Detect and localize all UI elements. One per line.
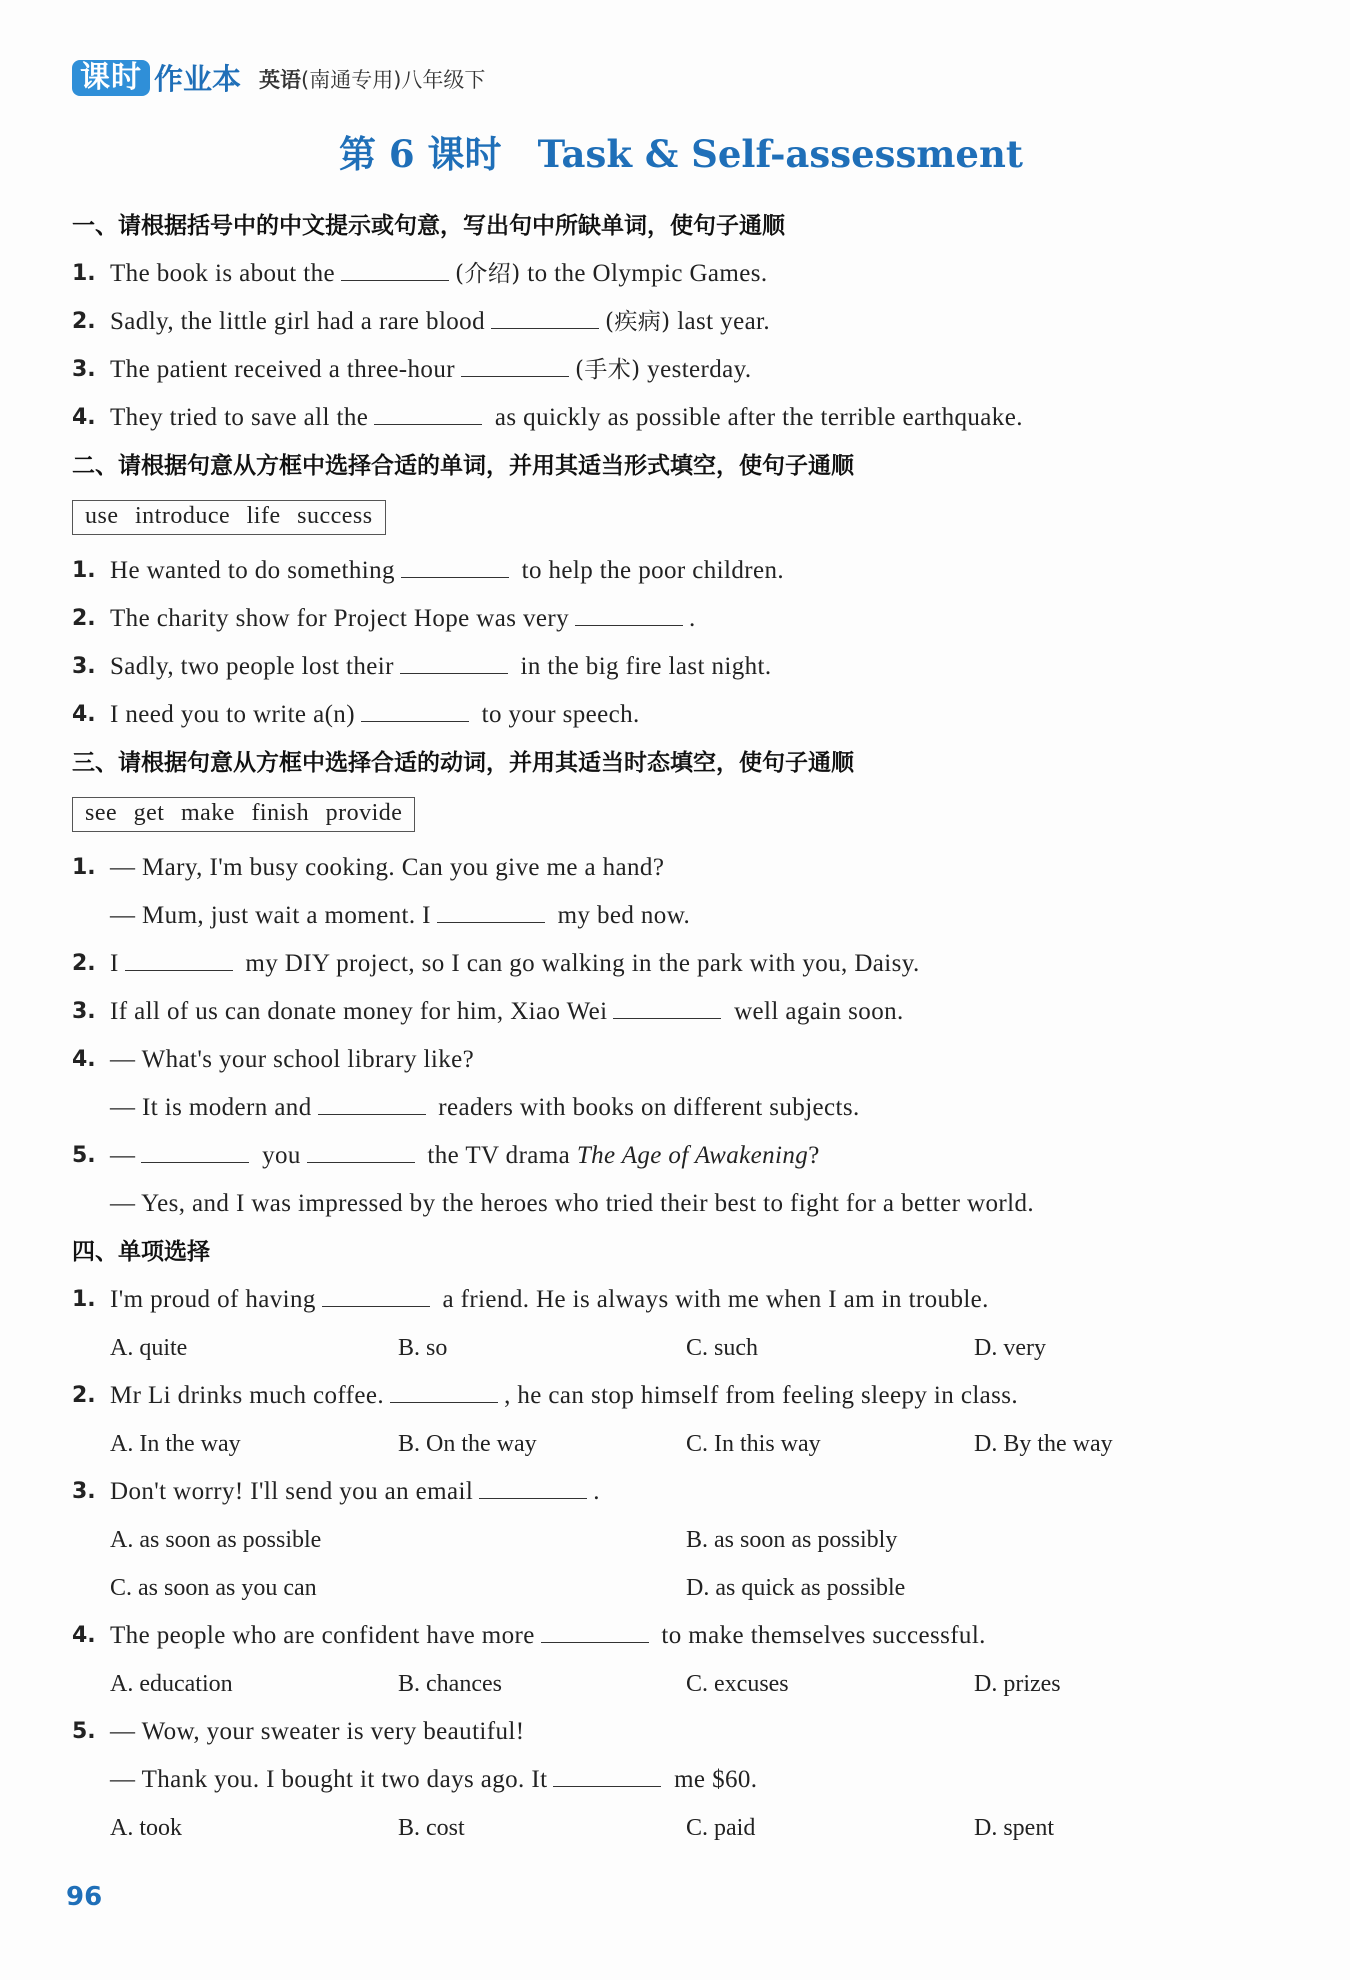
question-text: They tried to save all the xyxy=(110,404,369,431)
question-text: The people who are confident have more xyxy=(110,1622,535,1649)
question-text-end: to make themselves successful. xyxy=(661,1622,986,1649)
question-text-end: me $60. xyxy=(674,1766,758,1793)
question-number: 4. xyxy=(72,405,96,430)
question-text: I'm proud of having xyxy=(110,1286,316,1313)
question-number: 2. xyxy=(72,951,96,976)
question-number: 5. xyxy=(72,1143,96,1168)
brand xyxy=(72,57,241,98)
answer-blank[interactable] xyxy=(553,1764,661,1787)
question-text: — Mum, just wait a moment. I xyxy=(110,902,431,929)
question-number: 4. xyxy=(72,1047,96,1072)
answer-blank[interactable] xyxy=(322,1284,430,1307)
question-text-end: as quickly as possible after the terrible earthquake. xyxy=(494,404,1023,431)
question-number: 1. xyxy=(72,558,96,583)
word-box: see get make finish provide xyxy=(72,797,415,832)
s4-q3-options-row-2 xyxy=(72,1564,1270,1612)
answer-blank[interactable] xyxy=(341,258,449,281)
question-text: Sadly, two people lost their xyxy=(110,653,394,680)
s4-question-2 xyxy=(72,1372,1270,1420)
question-text: The book is about the xyxy=(110,260,336,287)
s3-question-4-reply xyxy=(72,1084,1270,1132)
question-text: — It is modern and xyxy=(110,1094,312,1121)
s3-question-4 xyxy=(72,1036,1270,1084)
page-header xyxy=(72,58,1270,98)
question-text-end: . xyxy=(593,1478,600,1505)
s3-question-5 xyxy=(72,1132,1270,1180)
option-b[interactable]: B. so xyxy=(398,1335,448,1361)
question-text-end: yesterday. xyxy=(647,356,752,383)
answer-blank[interactable] xyxy=(307,1140,415,1163)
subject-label xyxy=(259,64,485,94)
chinese-hint: (疾病) xyxy=(605,309,671,335)
s4-question-1 xyxy=(72,1276,1270,1324)
question-number: 5. xyxy=(72,1719,96,1744)
section-4-heading: 四、单项选择 xyxy=(72,1239,210,1265)
s4-q5-options xyxy=(72,1804,1270,1852)
option-d[interactable]: D. spent xyxy=(974,1815,1054,1841)
answer-blank[interactable] xyxy=(141,1140,249,1163)
option-a[interactable]: A. as soon as possible xyxy=(110,1527,322,1553)
s1-question-3 xyxy=(72,346,1270,394)
s2-question-2 xyxy=(72,595,1270,643)
option-c[interactable]: C. paid xyxy=(686,1815,756,1841)
question-number: 4. xyxy=(72,1623,96,1648)
question-number: 3. xyxy=(72,999,96,1024)
question-text-end: in the big fire last night. xyxy=(520,653,772,680)
option-c[interactable]: C. such xyxy=(686,1335,758,1361)
option-a[interactable]: A. took xyxy=(110,1815,182,1841)
question-text: — Wow, your sweater is very beautiful! xyxy=(110,1718,525,1745)
answer-blank[interactable] xyxy=(318,1092,426,1115)
s2-question-3 xyxy=(72,643,1270,691)
question-text-end: . xyxy=(689,605,696,632)
question-number: 3. xyxy=(72,1479,96,1504)
answer-blank[interactable] xyxy=(361,699,469,722)
question-text: If all of us can donate money for him, Xiao Wei xyxy=(110,998,608,1025)
question-text: — Yes, and I was impressed by the heroes who tried their best to fight for a better world. xyxy=(110,1190,1034,1217)
word-box: use introduce life success xyxy=(72,500,386,535)
drama-title: The Age of Awakening xyxy=(576,1142,809,1169)
question-text: Sadly, the little girl had a rare blood xyxy=(110,308,485,335)
answer-blank[interactable] xyxy=(400,651,508,674)
question-text: Don't worry! I'll send you an email xyxy=(110,1478,474,1505)
answer-blank[interactable] xyxy=(390,1380,498,1403)
s2-question-4 xyxy=(72,691,1270,739)
question-text-end: my bed now. xyxy=(557,902,691,929)
s3-question-5-reply xyxy=(72,1180,1270,1228)
question-number: 4. xyxy=(72,702,96,727)
question-number: 2. xyxy=(72,1383,96,1408)
answer-blank[interactable] xyxy=(461,354,569,377)
s4-question-3 xyxy=(72,1468,1270,1516)
s4-q1-options xyxy=(72,1324,1270,1372)
s1-question-1 xyxy=(72,250,1270,298)
lesson-title xyxy=(72,124,1270,178)
brand-logo: 课时 xyxy=(72,60,150,96)
question-number: 1. xyxy=(72,1287,96,1312)
question-text: He wanted to do something xyxy=(110,557,395,584)
question-text-end: my DIY project, so I can go walking in the park with you, Daisy. xyxy=(245,950,920,977)
question-number: 3. xyxy=(72,357,96,382)
question-text-end: to the Olympic Games. xyxy=(527,260,768,287)
question-text-end: last year. xyxy=(677,308,771,335)
option-d[interactable]: D. prizes xyxy=(974,1671,1061,1697)
option-b[interactable]: B. cost xyxy=(398,1815,465,1841)
question-text-end: , he can stop himself from feeling sleepy in class. xyxy=(504,1382,1019,1409)
option-c[interactable]: C. excuses xyxy=(686,1671,789,1697)
chinese-hint: (介绍) xyxy=(455,261,521,287)
s3-question-3 xyxy=(72,988,1270,1036)
chinese-hint: (手术) xyxy=(574,357,641,383)
s4-q4-options xyxy=(72,1660,1270,1708)
subject-rest: (南通专用)八年级下 xyxy=(301,68,486,92)
option-a[interactable]: A. quite xyxy=(110,1335,188,1361)
question-text: The patient received a three-hour xyxy=(110,356,455,383)
option-d[interactable]: D. By the way xyxy=(974,1431,1113,1457)
s4-question-4 xyxy=(72,1612,1270,1660)
s4-q3-options-row-1 xyxy=(72,1516,1270,1564)
question-text: — What's your school library like? xyxy=(110,1046,475,1073)
question-number: 2. xyxy=(72,606,96,631)
question-text: I need you to write a(n) xyxy=(110,701,355,728)
question-mark: ? xyxy=(808,1142,820,1169)
question-text: I xyxy=(110,950,119,977)
lesson-topic: Task & Self-assessment xyxy=(537,132,1023,176)
option-d[interactable]: D. as quick as possible xyxy=(686,1575,906,1601)
dash: — xyxy=(110,1142,136,1169)
question-number: 3. xyxy=(72,654,96,679)
question-text-end: well again soon. xyxy=(734,998,904,1025)
s1-question-2 xyxy=(72,298,1270,346)
option-a[interactable]: A. In the way xyxy=(110,1431,241,1457)
s4-q2-options xyxy=(72,1420,1270,1468)
question-number: 2. xyxy=(72,309,96,334)
section-3-heading: 三、请根据句意从方框中选择合适的动词，并用其适当时态填空，使句子通顺 xyxy=(72,750,854,776)
answer-blank[interactable] xyxy=(401,555,509,578)
option-b[interactable]: B. as soon as possibly xyxy=(686,1527,898,1553)
section-1-heading: 一、请根据括号中的中文提示或句意，写出句中所缺单词，使句子通顺 xyxy=(72,213,785,239)
option-b[interactable]: B. chances xyxy=(398,1671,502,1697)
question-text: Mr Li drinks much coffee. xyxy=(110,1382,385,1409)
question-text-end: a friend. He is always with me when I am in trouble. xyxy=(442,1286,989,1313)
answer-blank[interactable] xyxy=(613,996,721,1019)
s4-question-5-reply xyxy=(72,1756,1270,1804)
s1-question-4 xyxy=(72,394,1270,442)
s3-question-1-reply xyxy=(72,892,1270,940)
question-text-end: readers with books on different subjects. xyxy=(438,1094,860,1121)
option-b[interactable]: B. On the way xyxy=(398,1431,537,1457)
answer-blank[interactable] xyxy=(125,948,233,971)
answer-blank[interactable] xyxy=(541,1620,649,1643)
option-d[interactable]: D. very xyxy=(974,1335,1046,1361)
answer-blank[interactable] xyxy=(374,402,482,425)
answer-blank[interactable] xyxy=(437,900,545,923)
option-c[interactable]: C. as soon as you can xyxy=(110,1575,317,1601)
question-text: the TV drama xyxy=(427,1142,571,1169)
s3-question-1 xyxy=(72,844,1270,892)
question-text: — Mary, I'm busy cooking. Can you give me a hand? xyxy=(110,854,665,881)
brand-name: 作业本 xyxy=(154,62,242,96)
answer-blank[interactable] xyxy=(479,1476,587,1499)
subject-bold: 英语 xyxy=(259,68,302,92)
option-c[interactable]: C. In this way xyxy=(686,1431,821,1457)
answer-blank[interactable] xyxy=(575,603,683,626)
question-number: 1. xyxy=(72,261,96,286)
lesson-number: 第 6 课时 xyxy=(339,132,502,176)
page-number: 96 xyxy=(66,1882,103,1912)
question-text-end: to your speech. xyxy=(481,701,640,728)
question-number: 1. xyxy=(72,855,96,880)
question-text: — Thank you. I bought it two days ago. It xyxy=(110,1766,548,1793)
s4-question-5 xyxy=(72,1708,1270,1756)
s3-question-2 xyxy=(72,940,1270,988)
section-2-heading: 二、请根据句意从方框中选择合适的单词，并用其适当形式填空，使句子通顺 xyxy=(72,453,854,479)
question-text: The charity show for Project Hope was very xyxy=(110,605,570,632)
answer-blank[interactable] xyxy=(491,306,599,329)
question-text-end: to help the poor children. xyxy=(521,557,785,584)
question-text: you xyxy=(262,1142,301,1169)
option-a[interactable]: A. education xyxy=(110,1671,233,1697)
s2-question-1 xyxy=(72,547,1270,595)
